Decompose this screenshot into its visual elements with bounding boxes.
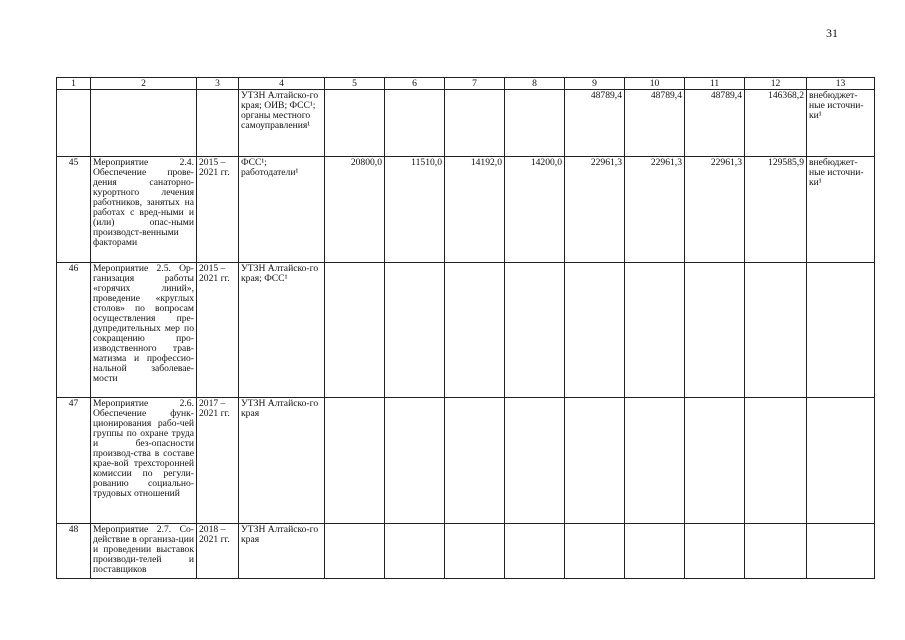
executor-cell: УТЗН Алтайско-го края — [239, 524, 325, 579]
value-cell — [325, 90, 385, 157]
value-cell: 48789,4 — [685, 90, 745, 157]
table-row — [57, 90, 875, 157]
column-header: 4 — [239, 78, 325, 90]
column-header: 1 — [57, 78, 91, 90]
column-header: 6 — [385, 78, 445, 90]
column-header: 9 — [565, 78, 625, 90]
value-cell — [625, 524, 685, 579]
column-header: 5 — [325, 78, 385, 90]
value-cell — [445, 263, 505, 398]
value-cell — [565, 524, 625, 579]
value-cell: 14192,0 — [445, 157, 505, 263]
source-cell: внебюджет-ные источни-ки¹ — [807, 157, 875, 263]
value-cell: 22961,3 — [625, 157, 685, 263]
value-cell: 11510,0 — [385, 157, 445, 263]
value-cell — [385, 90, 445, 157]
executor-cell: УТЗН Алтайско-го края; ОИВ; ФСС¹; органы местного самоуправления¹ — [239, 90, 325, 157]
source-cell — [807, 398, 875, 524]
table-row — [57, 157, 875, 263]
value-cell — [325, 398, 385, 524]
period-cell: 2015 – 2021 гг. — [197, 157, 239, 263]
column-header: 8 — [505, 78, 565, 90]
value-cell: 22961,3 — [565, 157, 625, 263]
value-cell — [385, 524, 445, 579]
row-number-cell: 48 — [57, 524, 91, 579]
value-cell: 48789,4 — [625, 90, 685, 157]
value-cell — [685, 398, 745, 524]
measure-cell: Мероприятие 2.4. Обеспечение прове-дения санаторно-курортного лечения работников, занятых на работах с вред-ными и (или) опас-ными производст-венными факторами — [91, 157, 197, 263]
row-number-cell: 45 — [57, 157, 91, 263]
header-row — [57, 78, 875, 90]
period-cell: 2018 – 2021 гг. — [197, 524, 239, 579]
column-header: 3 — [197, 78, 239, 90]
table-row — [57, 398, 875, 524]
measure-cell: Мероприятие 2.5. Ор-ганизация работы «горячих линий», проведение «круглых столов» по вопросам осуществления пре-дупредительных мер по сокращению про-изводственного трав-матизма и профессио-нальной заболевае-мости — [91, 263, 197, 398]
value-cell: 20800,0 — [325, 157, 385, 263]
executor-cell: УТЗН Алтайско-го края — [239, 398, 325, 524]
period-cell: 2015 – 2021 гг. — [197, 263, 239, 398]
value-cell — [445, 90, 505, 157]
executor-cell: ФСС¹; работодатели¹ — [239, 157, 325, 263]
total-cell: 129585,9 — [745, 157, 807, 263]
column-header: 13 — [807, 78, 875, 90]
source-cell — [807, 263, 875, 398]
table-row — [57, 524, 875, 579]
total-cell: 146368,2 — [745, 90, 807, 157]
value-cell — [625, 263, 685, 398]
value-cell — [445, 398, 505, 524]
row-number-cell: 47 — [57, 398, 91, 524]
column-header: 2 — [91, 78, 197, 90]
total-cell — [745, 398, 807, 524]
row-number-cell — [57, 90, 91, 157]
value-cell — [385, 398, 445, 524]
value-cell: 48789,4 — [565, 90, 625, 157]
value-cell — [565, 398, 625, 524]
value-cell — [565, 263, 625, 398]
measure-cell — [91, 90, 197, 157]
value-cell — [325, 263, 385, 398]
measure-cell: Мероприятие 2.7. Со-действие в организа-ции и проведении выставок производи-телей и поставщиков — [91, 524, 197, 579]
value-cell — [625, 398, 685, 524]
total-cell — [745, 524, 807, 579]
column-header: 7 — [445, 78, 505, 90]
value-cell — [385, 263, 445, 398]
value-cell: 14200,0 — [505, 157, 565, 263]
value-cell — [325, 524, 385, 579]
value-cell — [685, 263, 745, 398]
total-cell — [745, 263, 807, 398]
row-number-cell: 46 — [57, 263, 91, 398]
value-cell — [505, 90, 565, 157]
measure-cell: Мероприятие 2.6. Обеспечение функ-ционирования рабо-чей группы по охране труда и без-опасности производ-ства в составе крае-вой трехсторонней комиссии по регули-рованию социально-трудовых отношений — [91, 398, 197, 524]
value-cell — [685, 524, 745, 579]
source-cell: внебюджет-ные источни-ки¹ — [807, 90, 875, 157]
value-cell — [505, 263, 565, 398]
source-cell — [807, 524, 875, 579]
column-header: 11 — [685, 78, 745, 90]
executor-cell: УТЗН Алтайско-го края; ФСС¹ — [239, 263, 325, 398]
column-header: 10 — [625, 78, 685, 90]
column-header: 12 — [745, 78, 807, 90]
period-cell: 2017 – 2021 гг. — [197, 398, 239, 524]
period-cell — [197, 90, 239, 157]
table-row — [57, 263, 875, 398]
value-cell: 22961,3 — [685, 157, 745, 263]
page-number: 31 — [826, 26, 838, 40]
program-measures-table — [56, 77, 875, 579]
value-cell — [505, 398, 565, 524]
value-cell — [505, 524, 565, 579]
value-cell — [445, 524, 505, 579]
